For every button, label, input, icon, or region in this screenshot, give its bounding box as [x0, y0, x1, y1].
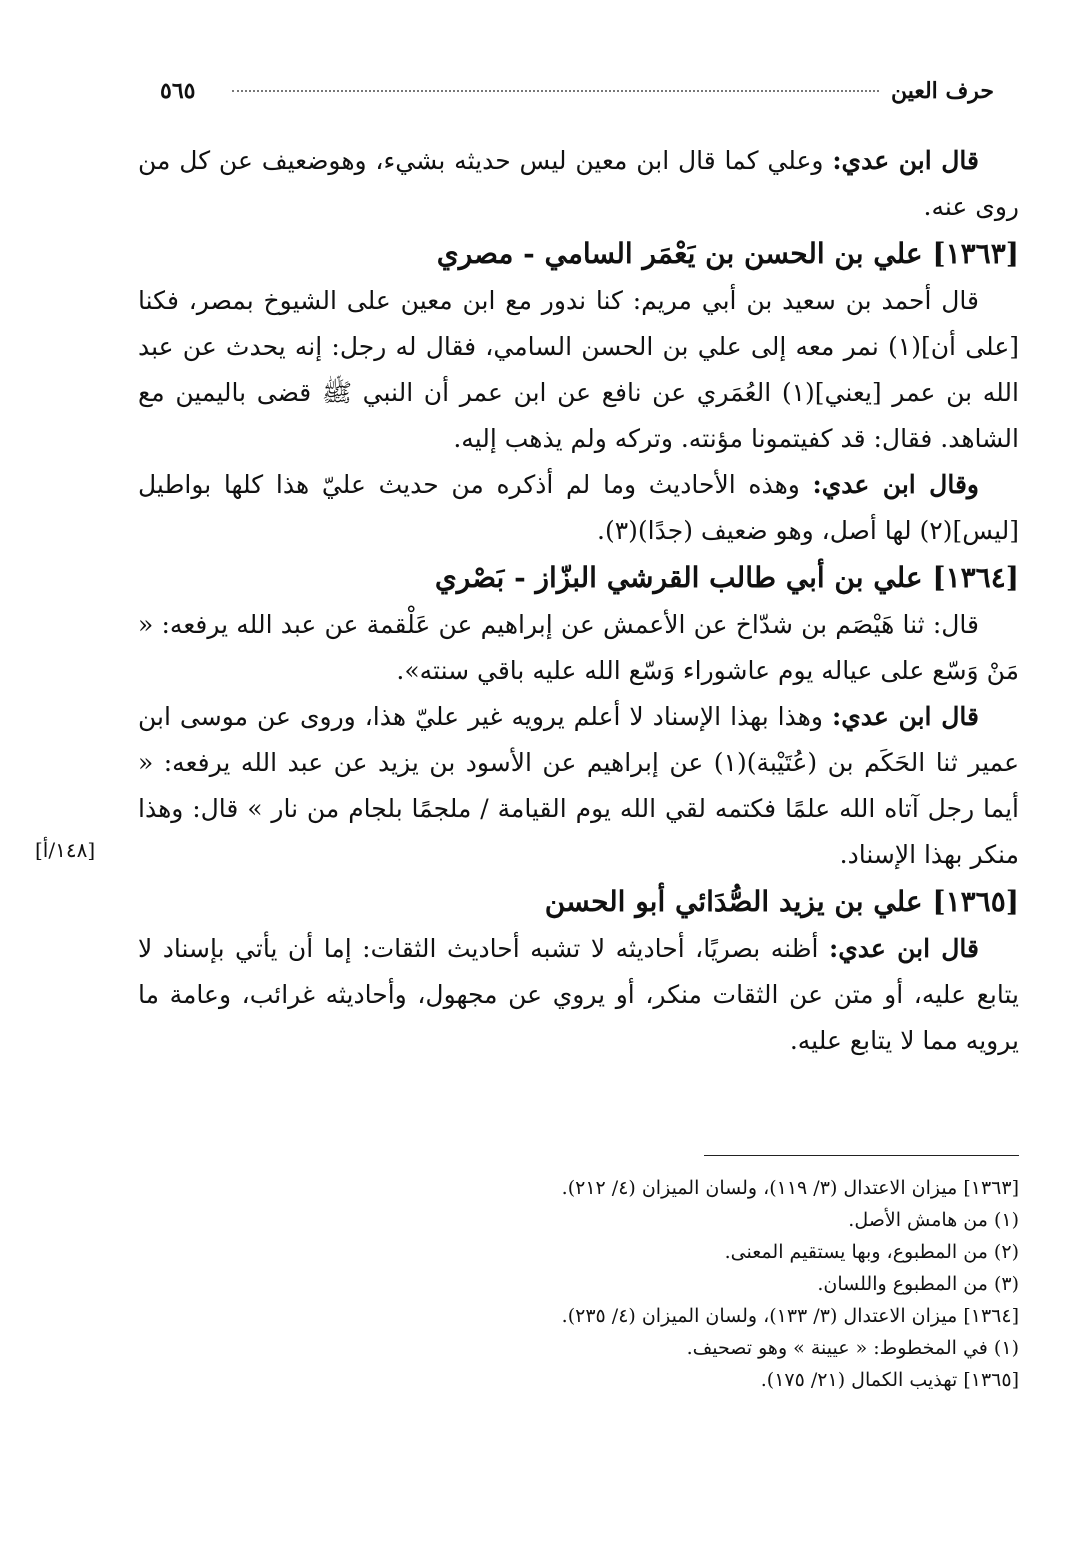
paragraph-lead: قال ابن عدي:: [829, 934, 980, 963]
footnote: (٣) من المطبوع واللسان.: [817, 1273, 1019, 1295]
paragraph-text: أظنه بصريًا، أحاديثه لا تشبه أحاديث الثقات: إما أن يأتي بإسناد لا يتابع عليه، أو متن عن الثقات منكر، أو يروي عن مجهول، وأحاديثه غرائب، وعامة ما يرويه مما لا يتابع عليه.: [138, 934, 1019, 1055]
paragraph-text: وهذه الأحاديث وما لم أذكره من حديث عليّ هذا كلها بواطيل [ليس](٢) لها أصل، وهو ضعيف (جدًا)(٣).: [138, 470, 1019, 545]
paragraph-lead: وقال ابن عدي:: [812, 470, 979, 499]
entry-heading-1364: [١٣٦٤] علي بن أبي طالب القرشي البزّاز - بَصْري: [434, 561, 1019, 594]
paragraph-lead: قال ابن عدي:: [832, 146, 979, 175]
paragraph-text: قال أحمد بن سعيد بن أبي مريم: كنا ندور مع ابن معين على الشيوخ بمصر، فكنا [على أن](١) نمر معه إلى علي بن الحسن السامي، فقال له رجل: إنه يحدث عن عبد الله بن عمر [يعني](١) العُمَري عن نافع عن ابن عمر أن النبي ﷺ قضى باليمين مع الشاهد. فقال: قد كفيتمونا مؤنته. وتركه ولم يذهب إليه.: [138, 286, 1019, 453]
paragraph-text: قال: ثنا هَيْصَم بن شدّاخ عن الأعمش عن إبراهيم عن عَلْقمة عن عبد الله يرفعه: « مَنْ وَسّع على عياله يوم عاشوراء وَسّع الله عليه باقي سنته».: [138, 610, 1019, 685]
marginal-folio-reference: [١٤٨/أ]: [35, 838, 96, 862]
running-header: [160, 76, 994, 106]
paragraph: [138, 926, 1019, 1064]
footnote: [١٣٦٤] ميزان الاعتدال (٣/ ١٣٣)، ولسان الميزان (٤/ ٢٣٥).: [561, 1305, 1019, 1327]
footnote: [١٣٦٥] تهذيب الكمال (٢١/ ١٧٥).: [760, 1369, 1019, 1391]
paragraph: [138, 278, 1019, 462]
chapter-title: حرف العين: [890, 78, 994, 104]
header-divider: [232, 90, 879, 92]
paragraph: [138, 462, 1019, 554]
paragraph: [138, 694, 1019, 878]
paragraph-lead: قال ابن عدي:: [831, 702, 979, 731]
footnote-divider: [704, 1155, 1019, 1156]
entry-heading-1365: [١٣٦٥] علي بن يزيد الصُّدَائي أبو الحسن: [544, 885, 1019, 918]
footnote: [١٣٦٣] ميزان الاعتدال (٣/ ١١٩)، ولسان الميزان (٤/ ٢١٢).: [561, 1177, 1019, 1199]
paragraph: [138, 602, 1019, 694]
footnote: (٢) من المطبوع، وبها يستقيم المعنى.: [724, 1241, 1019, 1263]
footnotes: [300, 1172, 1019, 1396]
footnote: (١) من هامش الأصل.: [848, 1209, 1019, 1231]
main-text: [138, 138, 1019, 1064]
entry-heading-1363: [١٣٦٣] علي بن الحسن بن يَعْمَر السامي - مصري: [436, 237, 1019, 270]
paragraph: [138, 138, 1019, 230]
page-number: ٥٦٥: [160, 78, 196, 104]
paragraph-text: وهذا بهذا الإسناد لا أعلم يرويه غير عليّ هذا، وروى عن موسى ابن عمير ثنا الحَكَم بن (عُتَيْبة)(١) عن إبراهيم عن الأسود بن يزيد عن عبد الله يرفعه: « أيما رجل آتاه الله علمًا فكتمه لقي الله يوم القيامة / ملجمًا بلجام من نار » قال: وهذا منكر بهذا الإسناد.: [138, 702, 1019, 869]
paragraph-text: وعلي كما قال ابن معين ليس حديثه بشيء، وهوضعيف عن كل من روى عنه.: [138, 146, 1019, 221]
footnote: (١) في المخطوط: « عيينة » وهو تصحيف.: [686, 1337, 1019, 1359]
